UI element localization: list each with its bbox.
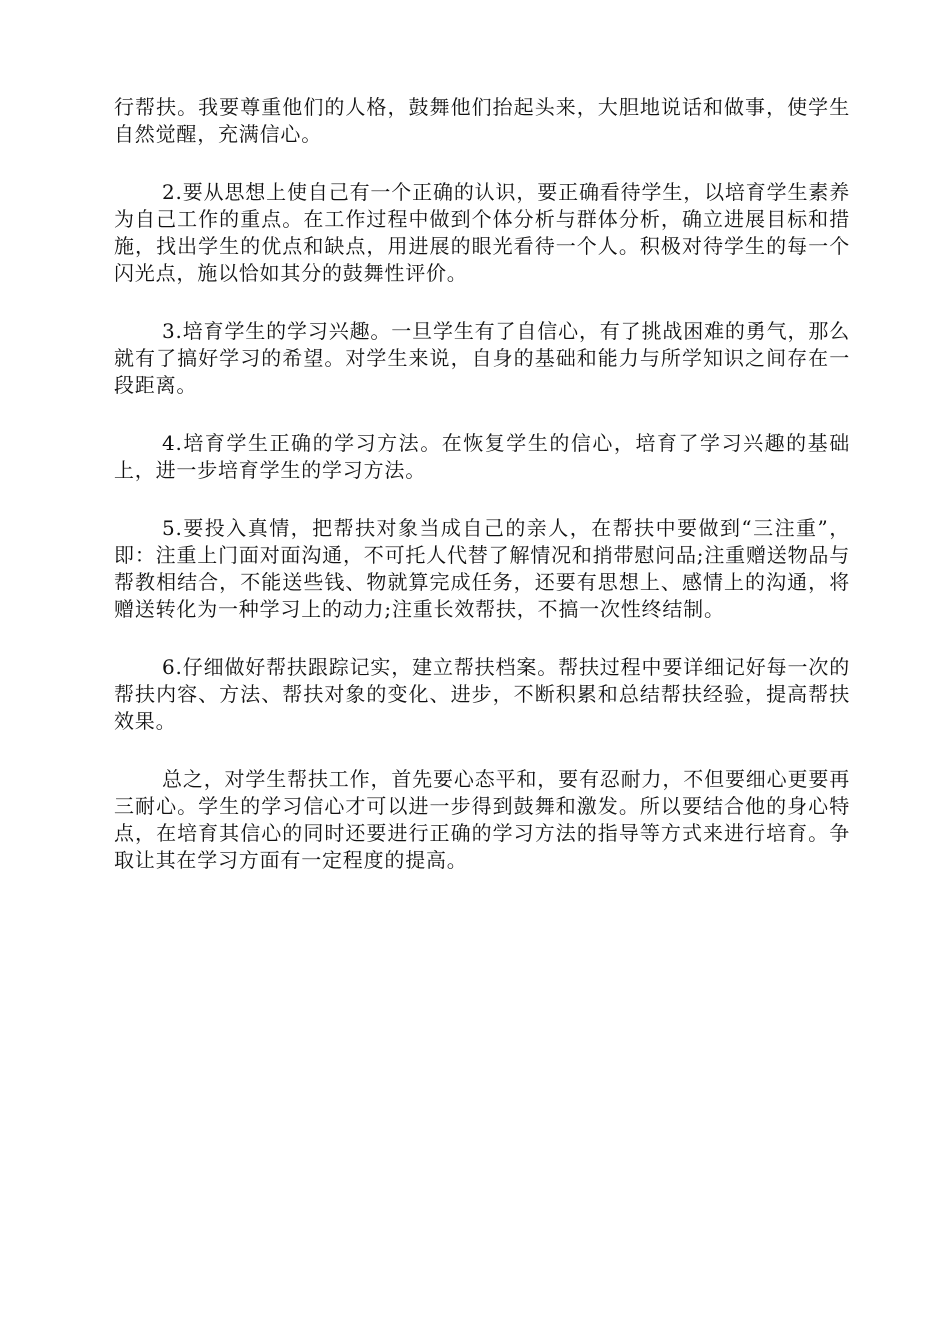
paragraph-item-3: 3.培育学生的学习兴趣。一旦学生有了自信心，有了挑战困难的勇气，那么就有了搞好学习的希望。对学生来说，自身的基础和能力与所学知识之间存在一段距离。 bbox=[114, 319, 850, 397]
document-body bbox=[114, 94, 850, 905]
paragraph-item-6: 6.仔细做好帮扶跟踪记实，建立帮扶档案。帮扶过程中要详细记好每一次的帮扶内容、方法、帮扶对象的变化、进步，不断积累和总结帮扶经验，提高帮扶效果。 bbox=[114, 655, 850, 733]
paragraph-item-2: 2.要从思想上使自己有一个正确的认识，要正确看待学生，以培育学生素养为自己工作的重点。在工作过程中做到个体分析与群体分析，确立进展目标和措施，找出学生的优点和缺点，用进展的眼光看待一个人。积极对待学生的每一个闪光点，施以恰如其分的鼓舞性评价。 bbox=[114, 180, 850, 285]
paragraph-item-4: 4.培育学生正确的学习方法。在恢复学生的信心，培育了学习兴趣的基础上，进一步培育学生的学习方法。 bbox=[114, 431, 850, 482]
paragraph-continuation: 行帮扶。我要尊重他们的人格，鼓舞他们抬起头来，大胆地说话和做事，使学生自然觉醒，充满信心。 bbox=[114, 95, 850, 146]
paragraph-summary: 总之，对学生帮扶工作，首先要心态平和，要有忍耐力，不但要细心更要再三耐心。学生的学习信心才可以进一步得到鼓舞和激发。所以要结合他的身心特点，在培育其信心的同时还要进行正确的学习方法的指导等方式来进行培育。争取让其在学习方面有一定程度的提高。 bbox=[114, 767, 850, 872]
paragraph-item-5: 5.要投入真情，把帮扶对象当成自己的亲人，在帮扶中要做到“三注重”，即：注重上门面对面沟通，不可托人代替了解情况和捎带慰问品;注重赠送物品与帮教相结合，不能送些钱、物就算完成任务，还要有思想上、感情上的沟通，将赠送转化为一种学习上的动力;注重长效帮扶，不搞一次性终结制。 bbox=[114, 516, 850, 621]
